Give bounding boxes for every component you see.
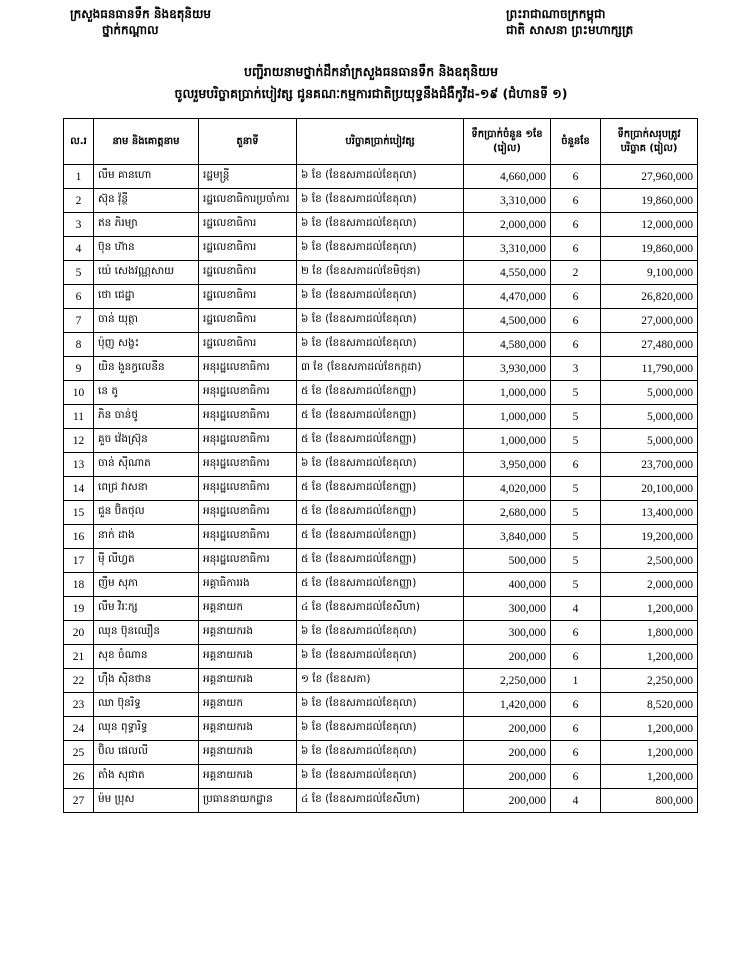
table-row — [64, 333, 698, 357]
cell-monthly-amount: 1,420,000 — [464, 693, 551, 717]
cell-total-amount: 23,700,000 — [601, 453, 698, 477]
cell-monthly-amount: 200,000 — [464, 741, 551, 765]
cell-no: 27 — [64, 789, 94, 813]
table-row — [64, 621, 698, 645]
table-row — [64, 285, 698, 309]
cell-months: 4 — [551, 597, 601, 621]
cell-no: 16 — [64, 525, 94, 549]
cell-donation-period: ៥ ខែ (ខែឧសភាដល់ខែកញ្ញា) — [297, 381, 464, 405]
cell-no: 13 — [64, 453, 94, 477]
cell-donation-period: ២ ខែ (ខែឧសភាដល់ខែមិថុនា) — [297, 261, 464, 285]
cell-months: 5 — [551, 525, 601, 549]
cell-monthly-amount: 3,930,000 — [464, 357, 551, 381]
cell-donation-period: ៦ ខែ (ខែឧសភាដល់ខែតុលា) — [297, 645, 464, 669]
cell-donation-period: ៦ ខែ (ខែឧសភាដល់ខែតុលា) — [297, 453, 464, 477]
table-row — [64, 429, 698, 453]
cell-position: អគ្គនាយករង — [199, 741, 297, 765]
cell-donation-period: ១ ខែ (ខែឧសភា) — [297, 669, 464, 693]
cell-no: 6 — [64, 285, 94, 309]
document-title: បញ្ជីរាយនាមថ្នាក់ដឹកនាំក្រសួងធនធានទឹក និងឧតុនិយម — [243, 64, 499, 79]
cell-months: 3 — [551, 357, 601, 381]
cell-total-amount: 1,200,000 — [601, 597, 698, 621]
cell-no: 4 — [64, 237, 94, 261]
cell-monthly-amount: 4,500,000 — [464, 309, 551, 333]
cell-donation-period: ៦ ខែ (ខែឧសភាដល់ខែតុលា) — [297, 285, 464, 309]
col-header-donation-period: បរិច្ចាគប្រាក់បៀវត្ស — [297, 119, 464, 165]
table-row — [64, 237, 698, 261]
cell-donation-period: ៦ ខែ (ខែឧសភាដល់ខែតុលា) — [297, 741, 464, 765]
cell-total-amount: 2,000,000 — [601, 573, 698, 597]
table-row — [64, 741, 698, 765]
cell-name: ឈុន ពុទ្ធារិទ្ធ — [94, 717, 199, 741]
cell-months: 6 — [551, 621, 601, 645]
cell-donation-period: ៤ ខែ (ខែឧសភាដល់ខែសីហា) — [297, 789, 464, 813]
cell-donation-period: ៥ ខែ (ខែឧសភាដល់ខែកញ្ញា) — [297, 525, 464, 549]
cell-monthly-amount: 3,310,000 — [464, 237, 551, 261]
cell-no: 2 — [64, 189, 94, 213]
cell-name: តាំង សុផាត — [94, 765, 199, 789]
cell-monthly-amount: 400,000 — [464, 573, 551, 597]
kingdom-motto: ជាតិ សាសនា ព្រះមហាក្សត្រ — [506, 23, 634, 37]
table-row — [64, 261, 698, 285]
col-header-name: នាម និងគោត្តនាម — [94, 119, 199, 165]
table-row — [64, 501, 698, 525]
cell-name: ប៉ុញ សង្ខះ — [94, 333, 199, 357]
cell-name: គួច វ៉េងស្រ៊ុន — [94, 429, 199, 453]
col-header-no: ល.រ — [64, 119, 94, 165]
cell-months: 6 — [551, 741, 601, 765]
cell-monthly-amount: 200,000 — [464, 765, 551, 789]
cell-total-amount: 19,860,000 — [601, 237, 698, 261]
cell-monthly-amount: 300,000 — [464, 621, 551, 645]
cell-months: 5 — [551, 477, 601, 501]
col-header-total-amount: ទឹកប្រាក់សរុបត្រូវ បរិច្ចាគ (រៀល) — [601, 119, 698, 165]
cell-total-amount: 26,820,000 — [601, 285, 698, 309]
cell-total-amount: 1,200,000 — [601, 645, 698, 669]
cell-donation-period: ៦ ខែ (ខែឧសភាដល់ខែតុលា) — [297, 309, 464, 333]
cell-name: លឹម វិរៈក្ស — [94, 597, 199, 621]
cell-total-amount: 9,100,000 — [601, 261, 698, 285]
cell-position: រដ្ឋលេខាធិការ — [199, 237, 297, 261]
cell-name: ប៊ុន ហ៊ាន — [94, 237, 199, 261]
ministry-level: ថ្នាក់កណ្ដាល — [102, 23, 159, 37]
cell-no: 21 — [64, 645, 94, 669]
kingdom-name: ព្រះរាជាណាចក្រកម្ពុជា — [506, 7, 606, 21]
cell-name: ប៊ិល ផេលលី — [94, 741, 199, 765]
cell-months: 5 — [551, 549, 601, 573]
cell-name: ចាន់ ស៊ីណាត — [94, 453, 199, 477]
cell-no: 9 — [64, 357, 94, 381]
cell-months: 6 — [551, 213, 601, 237]
table-header-row — [64, 119, 698, 165]
cell-name: ញឹម សុភា — [94, 573, 199, 597]
cell-donation-period: ៥ ខែ (ខែឧសភាដល់ខែកញ្ញា) — [297, 477, 464, 501]
cell-no: 22 — [64, 669, 94, 693]
cell-total-amount: 13,400,000 — [601, 501, 698, 525]
cell-position: អនុរដ្ឋលេខាធិការ — [199, 477, 297, 501]
cell-total-amount: 19,860,000 — [601, 189, 698, 213]
ministry-name: ក្រសួងធនធានទឹក និងឧតុនិយម — [70, 7, 212, 21]
cell-months: 5 — [551, 573, 601, 597]
cell-monthly-amount: 3,840,000 — [464, 525, 551, 549]
cell-monthly-amount: 4,020,000 — [464, 477, 551, 501]
cell-total-amount: 2,500,000 — [601, 549, 698, 573]
cell-monthly-amount: 4,580,000 — [464, 333, 551, 357]
cell-donation-period: ៦ ខែ (ខែឧសភាដល់ខែតុលា) — [297, 213, 464, 237]
table-row — [64, 765, 698, 789]
cell-name: ឥន ភិរម្យា — [94, 213, 199, 237]
cell-name: នាក់ ដាង — [94, 525, 199, 549]
cell-total-amount: 800,000 — [601, 789, 698, 813]
cell-total-amount: 5,000,000 — [601, 381, 698, 405]
cell-no: 10 — [64, 381, 94, 405]
cell-donation-period: ៥ ខែ (ខែឧសភាដល់ខែកញ្ញា) — [297, 429, 464, 453]
table-row — [64, 453, 698, 477]
cell-no: 5 — [64, 261, 94, 285]
cell-position: អគ្គនាយករង — [199, 717, 297, 741]
donation-table — [63, 118, 698, 813]
cell-monthly-amount: 1,000,000 — [464, 405, 551, 429]
cell-months: 4 — [551, 789, 601, 813]
cell-total-amount: 1,200,000 — [601, 717, 698, 741]
cell-months: 5 — [551, 501, 601, 525]
cell-position: អនុរដ្ឋលេខាធិការ — [199, 549, 297, 573]
cell-total-amount: 2,250,000 — [601, 669, 698, 693]
table-row — [64, 405, 698, 429]
cell-donation-period: ៦ ខែ (ខែឧសភាដល់ខែតុលា) — [297, 717, 464, 741]
cell-no: 14 — [64, 477, 94, 501]
cell-position: រដ្ឋលេខាធិការ — [199, 261, 297, 285]
cell-months: 6 — [551, 765, 601, 789]
cell-donation-period: ៦ ខែ (ខែឧសភាដល់ខែតុលា) — [297, 621, 464, 645]
cell-monthly-amount: 200,000 — [464, 717, 551, 741]
cell-position: ប្រធាននាយកដ្ឋាន — [199, 789, 297, 813]
cell-monthly-amount: 500,000 — [464, 549, 551, 573]
cell-months: 5 — [551, 405, 601, 429]
cell-total-amount: 11,790,000 — [601, 357, 698, 381]
table-row — [64, 693, 698, 717]
cell-name: ពេជ្រ វាសនា — [94, 477, 199, 501]
table-row — [64, 525, 698, 549]
cell-no: 24 — [64, 717, 94, 741]
cell-donation-period: ៦ ខែ (ខែឧសភាដល់ខែតុលា) — [297, 333, 464, 357]
cell-name: ស៊ុន វ៉ុន្ថី — [94, 189, 199, 213]
table-row — [64, 717, 698, 741]
cell-position: អគ្គនាយករង — [199, 765, 297, 789]
cell-no: 7 — [64, 309, 94, 333]
cell-total-amount: 1,200,000 — [601, 765, 698, 789]
cell-months: 6 — [551, 333, 601, 357]
cell-monthly-amount: 200,000 — [464, 789, 551, 813]
cell-total-amount: 5,000,000 — [601, 405, 698, 429]
cell-monthly-amount: 200,000 — [464, 645, 551, 669]
cell-total-amount: 27,000,000 — [601, 309, 698, 333]
col-header-monthly-amount: ទឹកប្រាក់ចំនួន ១ខែ (រៀល) — [464, 119, 551, 165]
cell-name: សុខ ចំណាន — [94, 645, 199, 669]
table-row — [64, 189, 698, 213]
cell-no: 15 — [64, 501, 94, 525]
table-row — [64, 165, 698, 189]
cell-position: អនុរដ្ឋលេខាធិការ — [199, 429, 297, 453]
cell-donation-period: ៦ ខែ (ខែឧសភាដល់ខែតុលា) — [297, 237, 464, 261]
cell-donation-period: ៣ ខែ (ខែឧសភាដល់ខែកក្កដា) — [297, 357, 464, 381]
cell-no: 1 — [64, 165, 94, 189]
cell-position: អគ្គនាយក — [199, 693, 297, 717]
cell-months: 2 — [551, 261, 601, 285]
table-row — [64, 213, 698, 237]
cell-total-amount: 1,200,000 — [601, 741, 698, 765]
cell-months: 5 — [551, 429, 601, 453]
cell-donation-period: ៥ ខែ (ខែឧសភាដល់ខែកញ្ញា) — [297, 549, 464, 573]
cell-months: 6 — [551, 645, 601, 669]
cell-months: 6 — [551, 189, 601, 213]
cell-position: អនុរដ្ឋលេខាធិការ — [199, 405, 297, 429]
cell-monthly-amount: 1,000,000 — [464, 381, 551, 405]
cell-months: 6 — [551, 165, 601, 189]
cell-total-amount: 12,000,000 — [601, 213, 698, 237]
cell-monthly-amount: 3,950,000 — [464, 453, 551, 477]
cell-no: 8 — [64, 333, 94, 357]
cell-position: អគ្គនាយករង — [199, 645, 297, 669]
cell-total-amount: 20,100,000 — [601, 477, 698, 501]
cell-donation-period: ៦ ខែ (ខែឧសភាដល់ខែតុលា) — [297, 189, 464, 213]
cell-donation-period: ៥ ខែ (ខែឧសភាដល់ខែកញ្ញា) — [297, 405, 464, 429]
cell-no: 23 — [64, 693, 94, 717]
cell-position: អនុរដ្ឋលេខាធិការ — [199, 357, 297, 381]
cell-monthly-amount: 2,000,000 — [464, 213, 551, 237]
cell-monthly-amount: 1,000,000 — [464, 429, 551, 453]
cell-months: 6 — [551, 285, 601, 309]
cell-name: លឹម គានហោ — [94, 165, 199, 189]
table-row — [64, 669, 698, 693]
cell-position: រដ្ឋមន្ត្រី — [199, 165, 297, 189]
cell-position: អគ្គាធិការរង — [199, 573, 297, 597]
cell-name: ម៉ី លីហ្វត — [94, 549, 199, 573]
cell-total-amount: 5,000,000 — [601, 429, 698, 453]
cell-name: យ៉េ សេងវណ្ណសាយ — [94, 261, 199, 285]
kingdom-header — [506, 6, 633, 38]
cell-monthly-amount: 4,660,000 — [464, 165, 551, 189]
cell-position: រដ្ឋលេខាធិការប្រចាំការ — [199, 189, 297, 213]
table-row — [64, 549, 698, 573]
cell-monthly-amount: 2,680,000 — [464, 501, 551, 525]
cell-monthly-amount: 300,000 — [464, 597, 551, 621]
cell-no: 19 — [64, 597, 94, 621]
cell-donation-period: ៦ ខែ (ខែឧសភាដល់ខែតុលា) — [297, 693, 464, 717]
cell-no: 26 — [64, 765, 94, 789]
document-subtitle: ចូលរួមបរិច្ចាគប្រាក់បៀវត្ស ជូនគណៈកម្មការជាតិប្រយុទ្ធនឹងជំងឺកូវីដ-១៩ (ជំហានទី ១) — [174, 86, 568, 101]
cell-name: ឈា ប៊ុនរិទ្ធ — [94, 693, 199, 717]
cell-name: ជួន ប៊ិតថុល — [94, 501, 199, 525]
cell-months: 6 — [551, 453, 601, 477]
table-row — [64, 789, 698, 813]
cell-monthly-amount: 4,550,000 — [464, 261, 551, 285]
cell-monthly-amount: 3,310,000 — [464, 189, 551, 213]
table-row — [64, 357, 698, 381]
cell-donation-period: ៥ ខែ (ខែឧសភាដល់ខែកញ្ញា) — [297, 501, 464, 525]
table-row — [64, 381, 698, 405]
cell-no: 12 — [64, 429, 94, 453]
ministry-header — [70, 6, 211, 38]
table-row — [64, 573, 698, 597]
cell-position: អនុរដ្ឋលេខាធិការ — [199, 381, 297, 405]
cell-months: 6 — [551, 693, 601, 717]
table-row — [64, 597, 698, 621]
cell-name: ឈុន ប៊ុនឈឿន — [94, 621, 199, 645]
cell-position: អគ្គនាយករង — [199, 669, 297, 693]
cell-no: 18 — [64, 573, 94, 597]
cell-name: ថោ ជេដ្ឋា — [94, 285, 199, 309]
cell-position: រដ្ឋលេខាធិការ — [199, 333, 297, 357]
cell-no: 11 — [64, 405, 94, 429]
cell-position: រដ្ឋលេខាធិការ — [199, 285, 297, 309]
cell-total-amount: 27,480,000 — [601, 333, 698, 357]
table-row — [64, 309, 698, 333]
cell-name: នេ តូ — [94, 381, 199, 405]
cell-position: អនុរដ្ឋលេខាធិការ — [199, 501, 297, 525]
cell-name: ភិន ចាន់ថូ — [94, 405, 199, 429]
cell-no: 3 — [64, 213, 94, 237]
table-row — [64, 645, 698, 669]
table-row — [64, 477, 698, 501]
col-header-months: ចំនួនខែ — [551, 119, 601, 165]
cell-no: 17 — [64, 549, 94, 573]
cell-donation-period: ៤ ខែ (ខែឧសភាដល់ខែសីហា) — [297, 597, 464, 621]
cell-months: 6 — [551, 309, 601, 333]
cell-no: 25 — [64, 741, 94, 765]
cell-position: អគ្គនាយក — [199, 597, 297, 621]
cell-position: រដ្ឋលេខាធិការ — [199, 213, 297, 237]
cell-total-amount: 19,200,000 — [601, 525, 698, 549]
cell-total-amount: 8,520,000 — [601, 693, 698, 717]
col-header-position: តួនាទី — [199, 119, 297, 165]
cell-months: 6 — [551, 717, 601, 741]
cell-name: ម៉ម ប្រុស — [94, 789, 199, 813]
cell-months: 6 — [551, 237, 601, 261]
cell-donation-period: ៦ ខែ (ខែឧសភាដល់ខែតុលា) — [297, 765, 464, 789]
cell-total-amount: 27,960,000 — [601, 165, 698, 189]
cell-position: អនុរដ្ឋលេខាធិការ — [199, 525, 297, 549]
cell-position: អគ្គនាយករង — [199, 621, 297, 645]
cell-months: 5 — [551, 381, 601, 405]
cell-monthly-amount: 4,470,000 — [464, 285, 551, 309]
cell-name: ចាន់ យុត្ថា — [94, 309, 199, 333]
cell-total-amount: 1,800,000 — [601, 621, 698, 645]
cell-donation-period: ៦ ខែ (ខែឧសភាដល់ខែតុលា) — [297, 165, 464, 189]
cell-name: ហ៊ឹង ស៊ិនថាន — [94, 669, 199, 693]
cell-name: យិន ងួនក្ធលេនីន — [94, 357, 199, 381]
cell-months: 1 — [551, 669, 601, 693]
cell-monthly-amount: 2,250,000 — [464, 669, 551, 693]
cell-donation-period: ៥ ខែ (ខែឧសភាដល់ខែកញ្ញា) — [297, 573, 464, 597]
cell-position: រដ្ឋលេខាធិការ — [199, 309, 297, 333]
cell-position: អនុរដ្ឋលេខាធិការ — [199, 453, 297, 477]
cell-no: 20 — [64, 621, 94, 645]
